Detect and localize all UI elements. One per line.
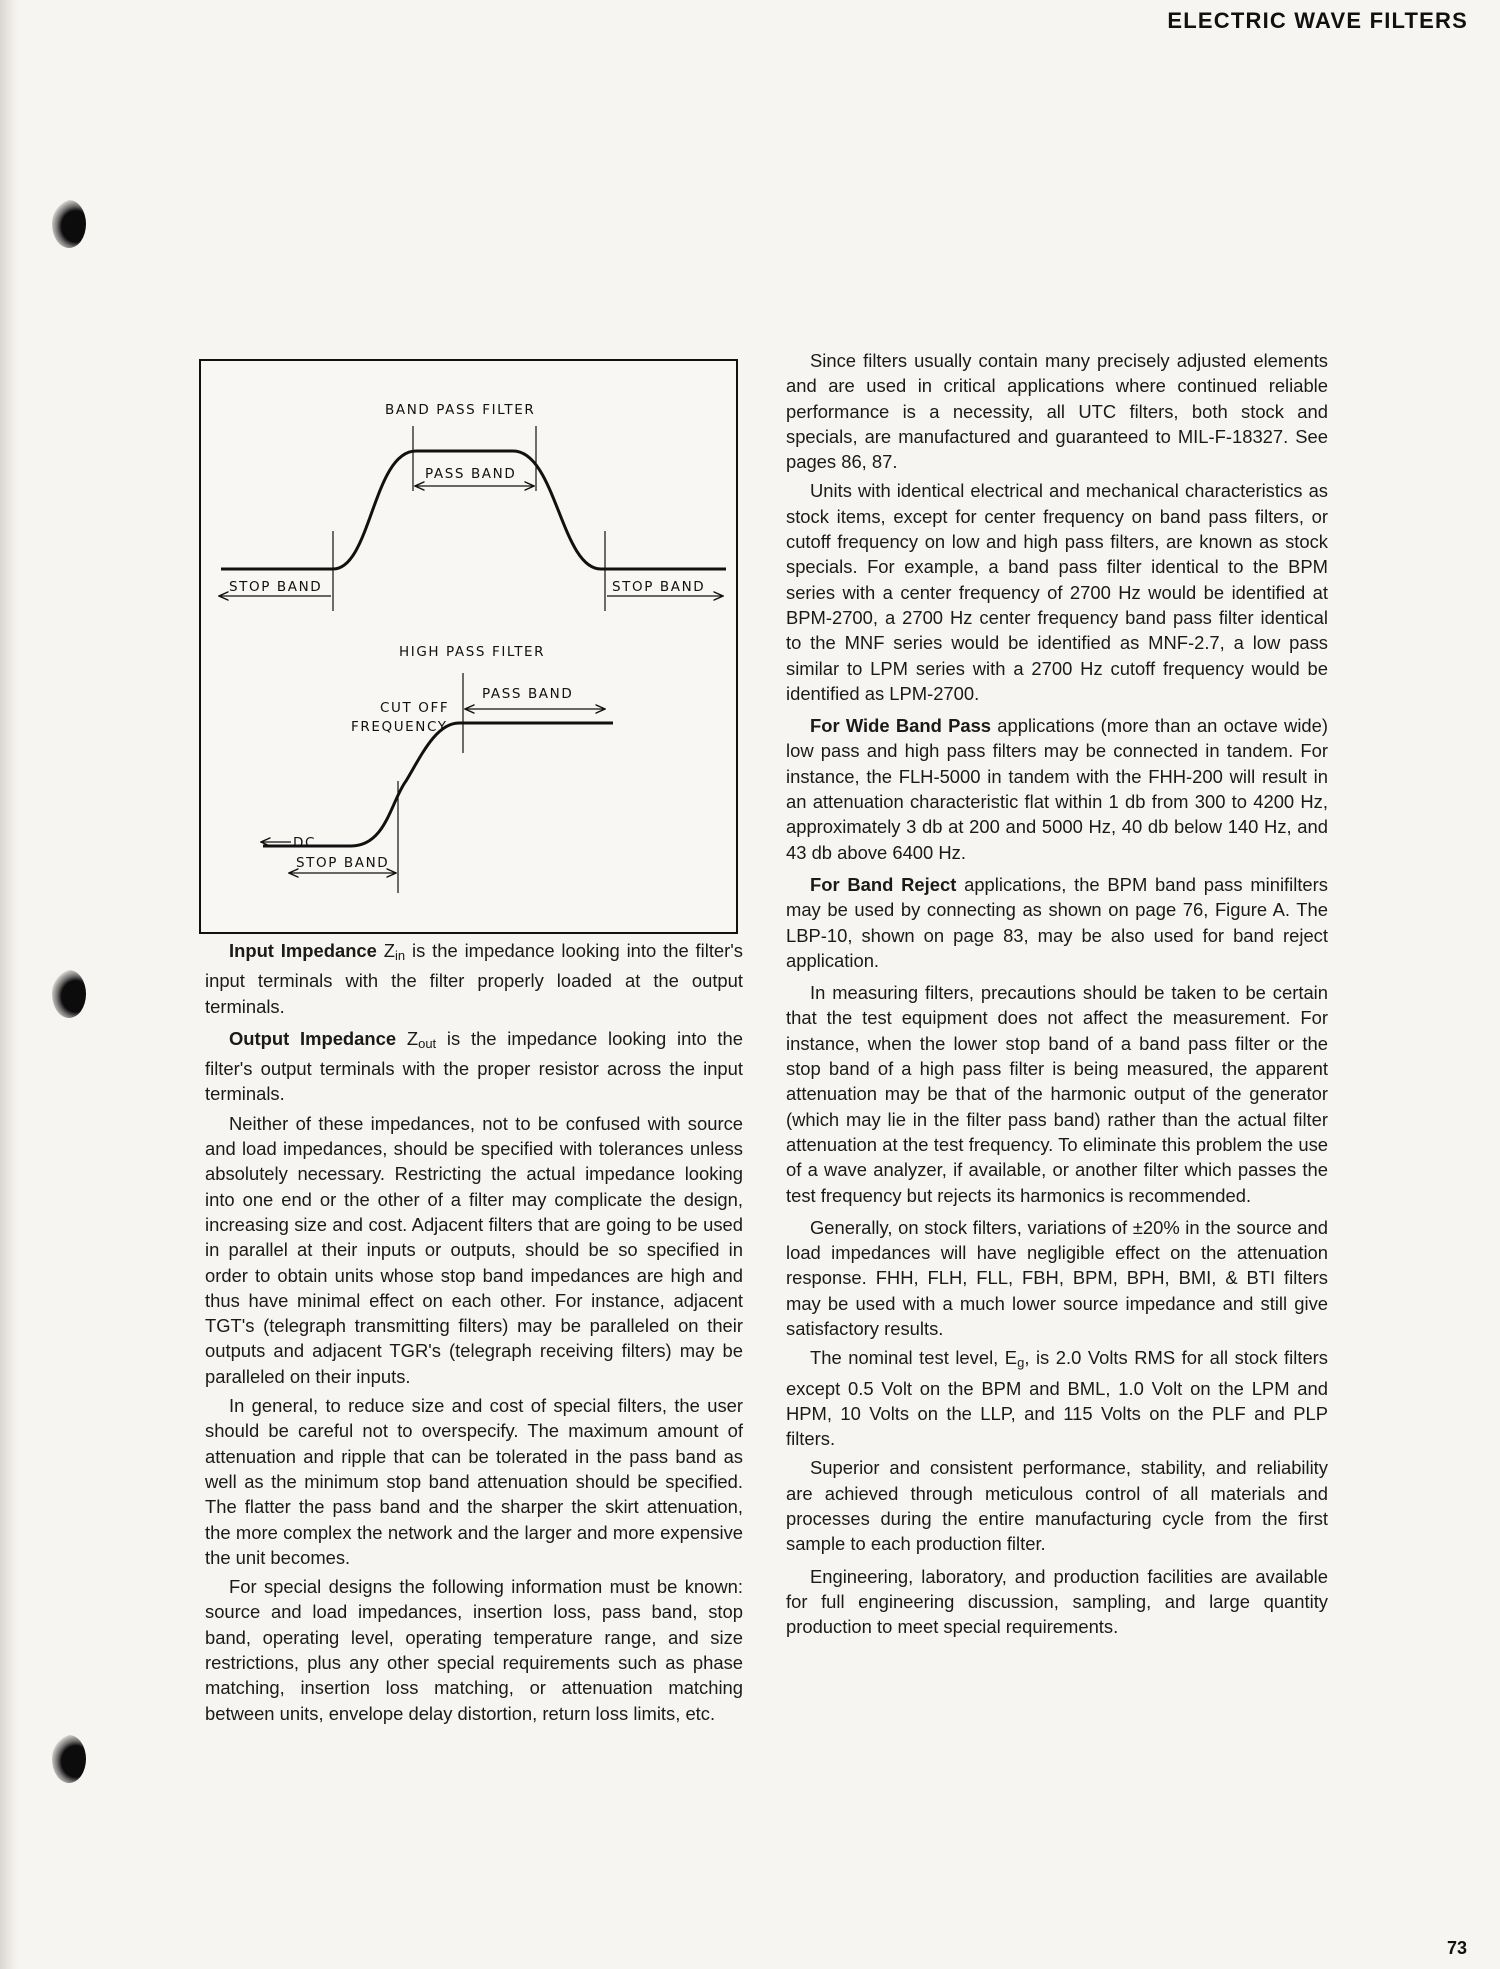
band-reject-paragraph: For Band Reject applications, the BPM band pass minifilters may be used by connecting as shown on page 76, Figure A. The LBP-10, shown on page 83, may be also used for band reject application. xyxy=(786,873,1328,971)
stock-specials-paragraph: Units with identical electrical and mechanical characteristics as stock items, except for center frequency on band pass filters, or cutoff frequency on low and high pass filters, are known as stock specials. For example, a band pass filter identical to the BPM series with a center frequency of 2700 Hz would be identified at BPM-2700, a 2700 Hz center frequency band pass filter identical to the MNF series would be identified as MNF-2.7, a low pass similar to LPM series with a 2700 Hz cutoff frequency would be identified as LPM-2700. xyxy=(786,480,1328,704)
dc-label: DC xyxy=(293,835,317,851)
filter-response-diagram xyxy=(201,361,736,932)
page-number: 73 xyxy=(1446,1938,1467,1958)
high-pass-stop-band-label: STOP BAND xyxy=(296,855,390,871)
test-level-paragraph: The nominal test level, $E_g$, is 2.0 Volts RMS for all stock filters except 0.5 Volt on the BPM and BML, 1.0 Volt on the LPM and HPM, 10 Volts on the LLP, and 115 Volts on the PLF and PLP filters. xyxy=(786,1347,1329,1450)
band-pass-stop-band-left-label: STOP BAND xyxy=(229,579,323,595)
facilities-paragraph: Engineering, laboratory, and production facilities are available for full engineering discussion, sampling, and large quantity production to meet special requirements. xyxy=(786,1565,1328,1638)
punch-hole-top xyxy=(52,200,86,248)
band-pass-pass-band-label: PASS BAND xyxy=(425,466,517,482)
high-pass-curve xyxy=(263,723,613,846)
overspecify-paragraph: In general, to reduce size and cost of special filters, the user should be careful not to overspecify. The maximum amount of attenuation and ripple that can be tolerated in the pass band as well as the minimum stop band attenuation should be specified. The flatter the pass band and the sharper the skirt attenuation, the more complex the network and the larger and more expensive the unit becomes. xyxy=(205,1395,743,1568)
special-designs-paragraph: For special designs the following information must be known: source and load impedances, insertion loss, pass band, stop band, operating level, operating temperature range, and size restrictions, plus any other special requirements such as phase matching, insertion loss matching, or attenuation matching between units, envelope delay distortion, return loss limits, etc. xyxy=(205,1576,743,1724)
filter-response-figure xyxy=(199,359,738,934)
output-impedance-paragraph: Output Impedance $Z_{out}$ is the impedance looking into the filter's output terminals with the proper resistor across the input terminals. xyxy=(205,1027,743,1105)
performance-paragraph: Superior and consistent performance, stability, and reliability are achieved through meticulous control of all materials and processes during the entire manufacturing cycle from the first sample to each production filter. xyxy=(786,1457,1328,1555)
right-column xyxy=(786,348,1328,1644)
high-pass-pass-band-label: PASS BAND xyxy=(482,686,574,702)
band-pass-stop-band-right-label: STOP BAND xyxy=(612,579,706,595)
band-pass-title: BAND PASS FILTER xyxy=(385,402,536,418)
punch-hole-middle xyxy=(52,970,86,1018)
running-header: ELECTRIC WAVE FILTERS xyxy=(1167,8,1468,33)
left-column xyxy=(205,938,743,1730)
frequency-label: FREQUENCY xyxy=(351,719,448,735)
measuring-filters-paragraph: In measuring filters, precautions should be taken to be certain that the test equipment does not affect the measurement. For instance, when the lower stop band of a band pass filter or the stop band of a high pass filter is being measured, the apparent attenuation may be that of the harmonic output of the generator (which may lie in the filter pass band) rather than the actual filter attenuation at the test frequency. To eliminate this problem the use of a wave analyzer, if available, or another filter which passes the test frequency but rejects its harmonics is recommended. xyxy=(786,982,1328,1206)
wide-band-pass-paragraph: For Wide Band Pass applications (more than an octave wide) low pass and high pass filters may be connected in tandem. For instance, the FLH-5000 in tandem with the FHH-200 will result in an attenuation characteristic flat within 1 db from 300 to 4200 Hz, approximately 3 db at 200 and 5000 Hz, 40 db below 140 Hz, and 43 db above 6400 Hz. xyxy=(786,715,1329,863)
cut-off-label: CUT OFF xyxy=(380,700,450,716)
reliability-paragraph: Since filters usually contain many precisely adjusted elements and are used in critical applications where continued reliable performance is a necessity, all UTC filters, both stock and specials, are manufactured and guaranteed to MIL-F-18327. See pages 86, 87. xyxy=(786,350,1328,473)
impedance-tolerance-paragraph: Neither of these impedances, not to be confused with source and load impedances, should be specified with tolerances unless absolutely necessary. Restricting the actual impedance looking into one end or the other of a filter may complicate the design, increasing size and cost. Adjacent filters that are going to be used in parallel at their inputs or outputs, should be so specified in order to obtain units whose stop band impedances are high and thus have minimal effect on each other. For instance, adjacent TGT's (telegraph transmitting filters) may be paralleled on their outputs and adjacent TGR's (telegraph receiving filters) may be paralleled on their inputs. xyxy=(205,1112,743,1387)
input-impedance-paragraph: Input Impedance $Z_{in}$ is the impedance looking into the filter's input terminals with the filter properly loaded at the output terminals. xyxy=(205,940,743,1017)
high-pass-title: HIGH PASS FILTER xyxy=(399,644,546,660)
impedance-variation-paragraph: Generally, on stock filters, variations of ±20% in the source and load impedances will have negligible effect on the attenuation response. FHH, FLH, FLL, FBH, BPM, BPH, BMI, & BTI filters may be used with a much lower source impedance and still give satisfactory results. xyxy=(786,1216,1328,1339)
page-binding-edge xyxy=(0,0,18,1969)
punch-hole-bottom xyxy=(52,1735,86,1783)
